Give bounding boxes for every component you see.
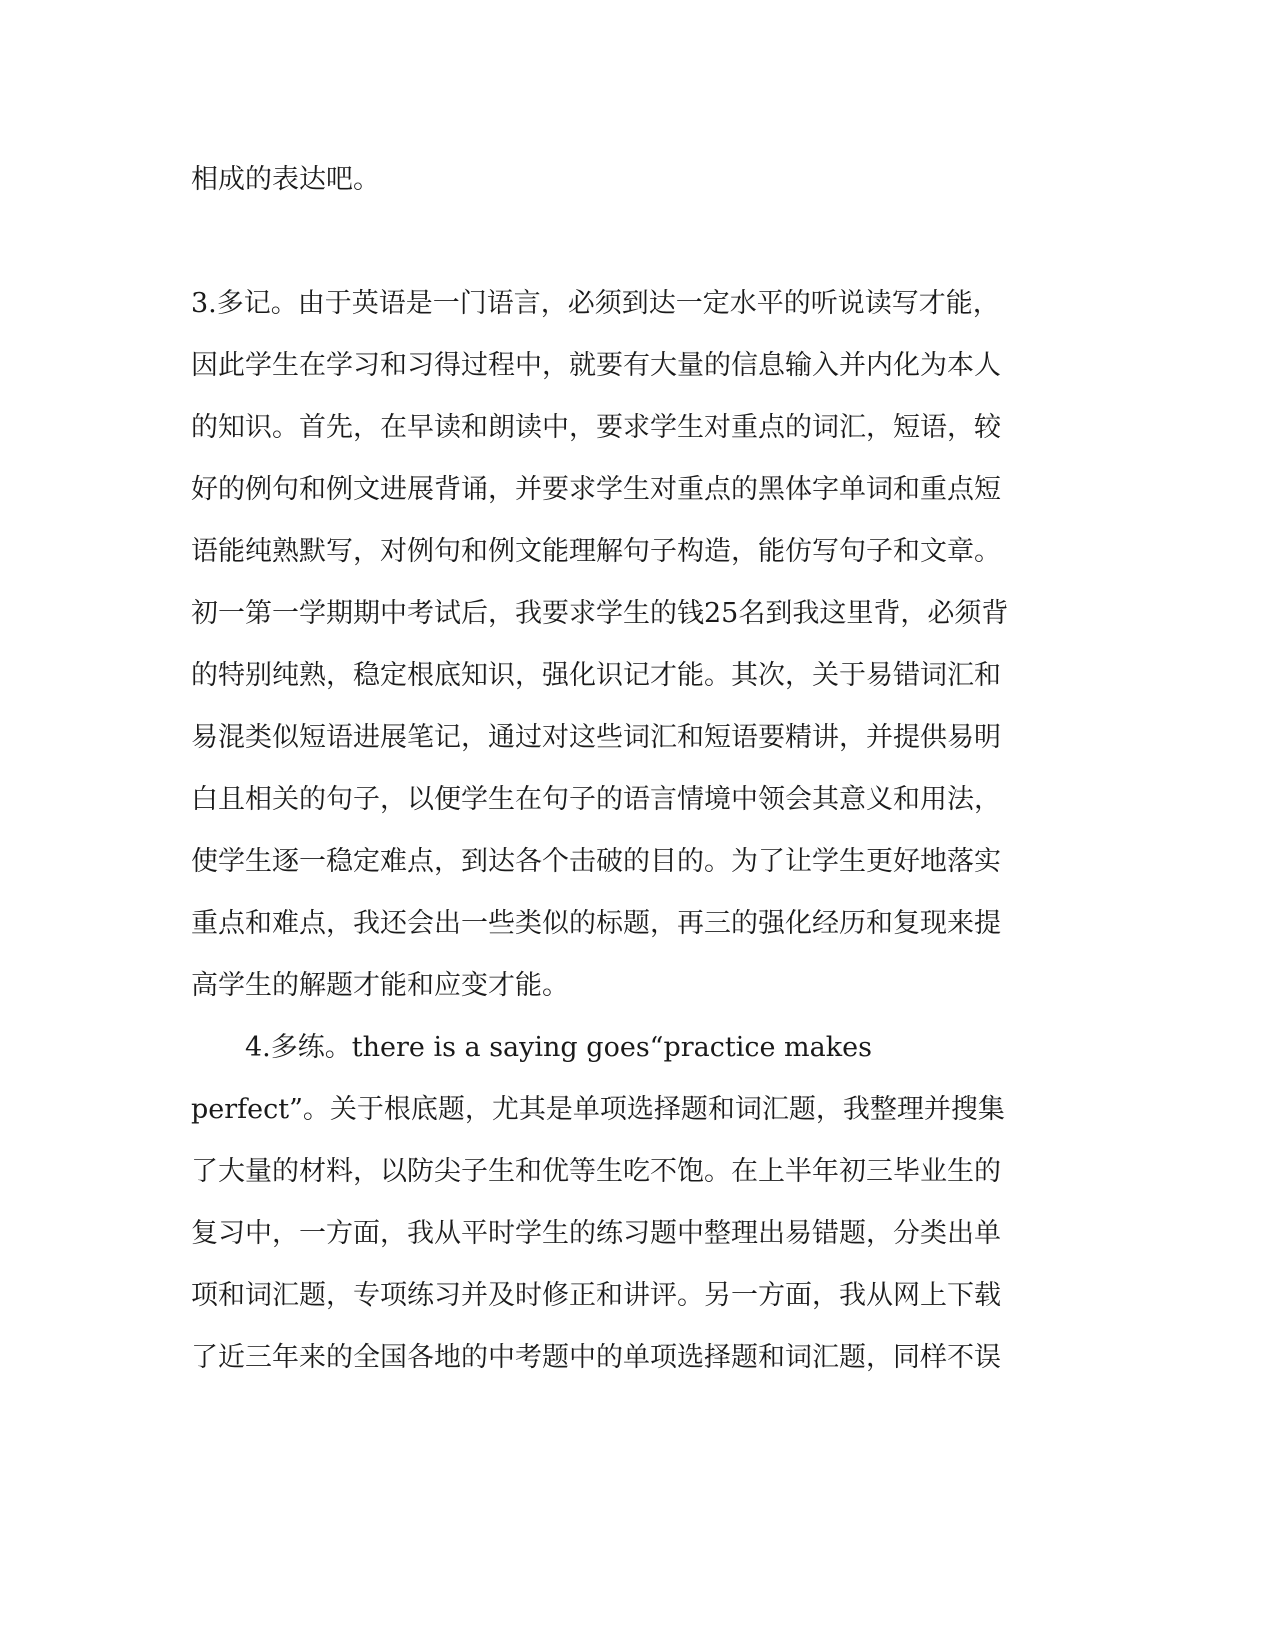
paragraph-line: 了大量的材料，以防尖子生和优等生吃不饱。在上半年初三毕业生的	[191, 1156, 1001, 1187]
paragraph-line: 了近三年来的全国各地的中考题中的单项选择题和词汇题，同样不误	[191, 1342, 1001, 1373]
paragraph-line: 4.多练。there is a saying goes“practice makes	[245, 1032, 872, 1063]
paragraph-line: 的特别纯熟，稳定根底知识，强化识记才能。其次，关于易错词汇和	[191, 660, 1001, 691]
paragraph-line: 易混类似短语进展笔记，通过对这些词汇和短语要精讲，并提供易明	[191, 722, 1001, 753]
paragraph-line: 3.多记。由于英语是一门语言，必须到达一定水平的听说读写才能，	[191, 288, 1000, 319]
paragraph-line: 语能纯熟默写，对例句和例文能理解句子构造，能仿写句子和文章。	[191, 536, 1001, 567]
paragraph-line: perfect”。关于根底题，尤其是单项选择题和词汇题，我整理并搜集	[191, 1094, 1005, 1125]
paragraph-line: 好的例句和例文进展背诵，并要求学生对重点的黑体字单词和重点短	[191, 474, 1001, 505]
paragraph-line: 因此学生在学习和习得过程中，就要有大量的信息输入并内化为本人	[191, 350, 1001, 381]
paragraph-line: 的知识。首先，在早读和朗读中，要求学生对重点的词汇，短语，较	[191, 412, 1001, 443]
paragraph-line: 白且相关的句子，以便学生在句子的语言情境中领会其意义和用法，	[191, 784, 1001, 815]
paragraph-line: 使学生逐一稳定难点，到达各个击破的目的。为了让学生更好地落实	[191, 846, 1001, 877]
paragraph-line: 复习中，一方面，我从平时学生的练习题中整理出易错题，分类出单	[191, 1218, 1001, 1249]
paragraph-line: 项和词汇题，专项练习并及时修正和讲评。另一方面，我从网上下载	[191, 1280, 1001, 1311]
paragraph-line: 重点和难点，我还会出一些类似的标题，再三的强化经历和复现来提	[191, 908, 1001, 939]
paragraph-line: 初一第一学期期中考试后，我要求学生的钱25名到我这里背，必须背	[191, 598, 1009, 629]
paragraph-line: 高学生的解题才能和应变才能。	[191, 970, 569, 1001]
paragraph-line: 相成的表达吧。	[191, 164, 380, 195]
